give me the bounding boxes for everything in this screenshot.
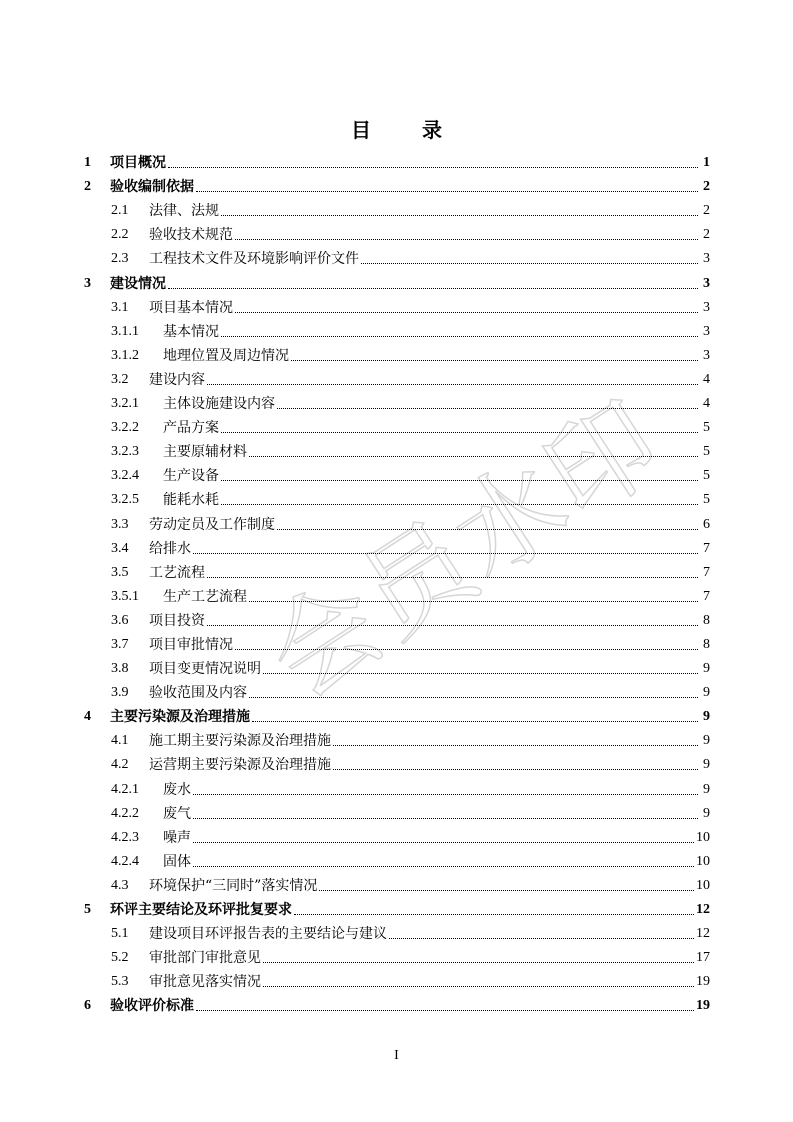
toc-entry-number: 5.1 <box>111 926 129 942</box>
table-of-contents <box>84 147 710 1014</box>
toc-entry-title: 项目变更情况说明 <box>149 661 261 678</box>
toc-entry-title: 项目审批情况 <box>149 636 233 653</box>
toc-entry-page: 9 <box>703 733 710 749</box>
toc-dot-leader <box>263 985 694 987</box>
toc-dot-leader <box>221 503 698 505</box>
toc-entry-page: 4 <box>703 396 710 412</box>
toc-entry-title: 审批部门审批意见 <box>149 950 261 967</box>
toc-entry-page: 8 <box>703 612 710 628</box>
toc-entry-title: 项目基本情况 <box>149 299 233 316</box>
toc-entry-number: 3.2.2 <box>111 420 139 436</box>
toc-entry-page: 7 <box>703 540 710 556</box>
toc-entry-number: 4.2.2 <box>111 805 139 821</box>
toc-entry-title: 运营期主要污染源及治理措施 <box>149 757 331 774</box>
toc-entry-number: 4.2.3 <box>111 829 139 845</box>
toc-entry-title: 环境保护“三同时”落实情况 <box>149 877 318 894</box>
toc-entry[interactable] <box>84 773 710 797</box>
toc-entry[interactable] <box>84 605 710 629</box>
toc-entry-page: 9 <box>703 685 710 701</box>
toc-dot-leader <box>319 889 694 891</box>
toc-entry-page: 8 <box>703 636 710 652</box>
toc-entry-page: 2 <box>703 203 710 219</box>
toc-dot-leader <box>333 768 698 770</box>
toc-entry-number: 3.4 <box>111 540 129 556</box>
toc-entry-title: 地理位置及周边情况 <box>163 347 289 364</box>
page-number: I <box>394 1048 399 1063</box>
toc-entry-number: 5.3 <box>111 974 129 990</box>
toc-entry[interactable] <box>84 894 710 918</box>
toc-entry-page: 9 <box>703 661 710 677</box>
toc-entry-title: 生产设备 <box>163 468 219 485</box>
toc-entry[interactable] <box>84 147 710 171</box>
toc-entry-number: 6 <box>84 998 91 1014</box>
toc-entry-number: 1 <box>84 155 91 171</box>
toc-dot-leader <box>193 552 698 554</box>
toc-entry[interactable] <box>84 340 710 364</box>
toc-entry-title: 项目概况 <box>110 155 166 172</box>
toc-entry-title: 劳动定员及工作制度 <box>149 516 275 533</box>
toc-entry-title: 废气 <box>163 805 191 822</box>
toc-dot-leader <box>193 865 694 867</box>
toc-dot-leader <box>207 624 698 626</box>
toc-entry[interactable] <box>84 412 710 436</box>
toc-entry[interactable] <box>84 749 710 773</box>
toc-entry[interactable] <box>84 725 710 749</box>
toc-entry-number: 4.2 <box>111 757 129 773</box>
toc-entry-number: 3.6 <box>111 612 129 628</box>
toc-entry-number: 4.2.1 <box>111 781 139 797</box>
toc-entry[interactable] <box>84 822 710 846</box>
watermark-text: 会员水印 <box>246 377 684 723</box>
toc-entry-page: 5 <box>703 468 710 484</box>
toc-dot-leader <box>196 190 698 192</box>
toc-dot-leader <box>193 841 694 843</box>
toc-dot-leader <box>263 672 698 674</box>
toc-entry-page: 9 <box>703 709 710 725</box>
toc-entry[interactable] <box>84 508 710 532</box>
toc-entry-page: 12 <box>696 902 710 917</box>
toc-entry-page: 10 <box>696 829 710 845</box>
toc-entry-page: 19 <box>696 974 710 990</box>
toc-entry-title: 生产工艺流程 <box>163 588 247 605</box>
toc-entry[interactable] <box>84 918 710 942</box>
toc-entry-number: 3 <box>84 275 91 291</box>
toc-entry[interactable] <box>84 966 710 990</box>
toc-entry-page: 10 <box>696 877 710 893</box>
toc-entry[interactable] <box>84 846 710 870</box>
toc-entry[interactable] <box>84 219 710 243</box>
toc-entry-title: 主要原辅材料 <box>163 444 247 461</box>
toc-entry-page: 9 <box>703 805 710 821</box>
toc-entry-page: 1 <box>703 155 710 171</box>
toc-dot-leader <box>193 793 698 795</box>
toc-entry-page: 4 <box>703 371 710 387</box>
toc-entry-page: 5 <box>703 492 710 508</box>
toc-entry[interactable] <box>84 267 710 291</box>
toc-entry-number: 3.5 <box>111 564 129 580</box>
toc-entry[interactable] <box>84 653 710 677</box>
toc-entry-number: 2.3 <box>111 251 129 267</box>
toc-entry-number: 2.2 <box>111 227 129 243</box>
toc-entry-number: 3.2.4 <box>111 468 139 484</box>
toc-entry-title: 噪声 <box>163 829 191 846</box>
toc-dot-leader <box>221 335 698 337</box>
toc-dot-leader <box>168 166 698 168</box>
toc-title: 目 录 <box>351 118 464 142</box>
toc-entry-page: 3 <box>703 299 710 315</box>
toc-entry[interactable] <box>84 195 710 219</box>
toc-entry-number: 3.1.1 <box>111 323 139 339</box>
toc-entry-page: 6 <box>703 516 710 532</box>
toc-dot-leader <box>249 455 698 457</box>
toc-entry[interactable] <box>84 677 710 701</box>
toc-dot-leader <box>389 937 694 939</box>
toc-entry-number: 3.9 <box>111 685 129 701</box>
toc-entry-title: 给排水 <box>149 540 191 557</box>
toc-entry-title: 环评主要结论及环评批复要求 <box>110 902 292 918</box>
toc-entry-page: 5 <box>703 444 710 460</box>
toc-entry[interactable] <box>84 870 710 894</box>
toc-dot-leader <box>221 431 698 433</box>
toc-entry[interactable] <box>84 388 710 412</box>
toc-entry-title: 能耗水耗 <box>163 492 219 509</box>
toc-entry-page: 17 <box>696 950 710 966</box>
toc-entry-title: 验收范围及内容 <box>149 685 247 702</box>
toc-entry-page: 3 <box>703 347 710 363</box>
toc-dot-leader <box>221 214 698 216</box>
toc-entry-page: 9 <box>703 781 710 797</box>
toc-entry-title: 建设项目环评报告表的主要结论与建议 <box>149 926 387 943</box>
toc-entry-page: 9 <box>703 757 710 773</box>
toc-entry-number: 2 <box>84 179 91 195</box>
toc-entry-page: 10 <box>696 853 710 869</box>
toc-entry-page: 7 <box>703 564 710 580</box>
toc-entry-title: 法律、法规 <box>149 203 219 220</box>
toc-dot-leader <box>294 913 694 915</box>
toc-entry-number: 3.3 <box>111 516 129 532</box>
toc-entry[interactable] <box>84 364 710 388</box>
toc-entry-number: 5.2 <box>111 950 129 966</box>
toc-dot-leader <box>277 407 698 409</box>
toc-entry[interactable] <box>84 292 710 316</box>
toc-entry-number: 4.3 <box>111 877 129 893</box>
toc-entry[interactable] <box>84 484 710 508</box>
toc-entry-page: 19 <box>696 998 710 1014</box>
toc-entry[interactable] <box>84 701 710 725</box>
toc-entry[interactable] <box>84 316 710 340</box>
toc-entry-title: 审批意见落实情况 <box>149 974 261 991</box>
toc-entry-number: 3.1 <box>111 299 129 315</box>
toc-entry[interactable] <box>84 171 710 195</box>
toc-entry-number: 4 <box>84 709 91 725</box>
toc-entry[interactable] <box>84 581 710 605</box>
toc-entry-page: 2 <box>703 179 710 195</box>
toc-entry-page: 2 <box>703 227 710 243</box>
toc-dot-leader <box>168 287 698 289</box>
toc-entry-number: 3.7 <box>111 636 129 652</box>
toc-entry-title: 验收评价标准 <box>110 998 194 1015</box>
toc-entry-title: 固体 <box>163 853 191 870</box>
toc-entry-number: 3.2.3 <box>111 444 139 460</box>
toc-entry-number: 4.1 <box>111 733 129 749</box>
toc-entry[interactable] <box>84 990 710 1014</box>
toc-entry[interactable] <box>84 942 710 966</box>
toc-dot-leader <box>235 238 698 240</box>
toc-entry-title: 项目投资 <box>149 612 205 629</box>
toc-dot-leader <box>221 479 698 481</box>
toc-entry-title: 验收编制依据 <box>110 179 194 196</box>
toc-entry-title: 验收技术规范 <box>149 227 233 244</box>
toc-entry-title: 产品方案 <box>163 420 219 437</box>
toc-entry-page: 3 <box>703 275 710 291</box>
toc-entry-title: 基本情况 <box>163 323 219 340</box>
toc-entry-page: 3 <box>703 323 710 339</box>
toc-entry-number: 5 <box>84 902 91 917</box>
toc-entry[interactable] <box>84 460 710 484</box>
toc-entry-page: 5 <box>703 420 710 436</box>
toc-dot-leader <box>263 961 694 963</box>
toc-dot-leader <box>193 817 698 819</box>
toc-entry-title: 工程技术文件及环境影响评价文件 <box>149 251 359 268</box>
toc-entry-number: 4.2.4 <box>111 853 139 869</box>
toc-entry-number: 3.5.1 <box>111 588 139 604</box>
toc-entry[interactable] <box>84 557 710 581</box>
toc-dot-leader <box>207 576 698 578</box>
toc-dot-leader <box>207 383 698 385</box>
toc-entry-page: 12 <box>696 926 710 942</box>
toc-dot-leader <box>235 648 698 650</box>
toc-entry[interactable] <box>84 436 710 460</box>
toc-dot-leader <box>196 1009 694 1011</box>
toc-entry-title: 施工期主要污染源及治理措施 <box>149 733 331 750</box>
toc-dot-leader <box>361 262 698 264</box>
toc-entry[interactable] <box>84 533 710 557</box>
toc-entry-number: 3.2.1 <box>111 396 139 412</box>
toc-entry-number: 3.2 <box>111 371 129 387</box>
toc-dot-leader <box>252 720 698 722</box>
toc-entry-number: 2.1 <box>111 203 129 219</box>
toc-entry-page: 7 <box>703 588 710 604</box>
toc-entry-title: 工艺流程 <box>149 564 205 581</box>
toc-entry-title: 废水 <box>163 781 191 798</box>
toc-entry-number: 3.1.2 <box>111 347 139 363</box>
toc-entry-number: 3.8 <box>111 661 129 677</box>
toc-entry-number: 3.2.5 <box>111 492 139 508</box>
toc-entry-title: 建设情况 <box>110 275 166 292</box>
toc-dot-leader <box>333 744 698 746</box>
toc-entry[interactable] <box>84 243 710 267</box>
toc-dot-leader <box>277 528 698 530</box>
toc-dot-leader <box>249 600 698 602</box>
toc-entry[interactable] <box>84 629 710 653</box>
toc-dot-leader <box>235 311 698 313</box>
toc-entry-title: 建设内容 <box>149 371 205 388</box>
toc-entry-title: 主体设施建设内容 <box>163 396 275 413</box>
toc-dot-leader <box>291 359 698 361</box>
toc-entry-page: 3 <box>703 251 710 267</box>
toc-entry[interactable] <box>84 798 710 822</box>
toc-dot-leader <box>249 696 698 698</box>
toc-entry-title: 主要污染源及治理措施 <box>110 709 250 726</box>
